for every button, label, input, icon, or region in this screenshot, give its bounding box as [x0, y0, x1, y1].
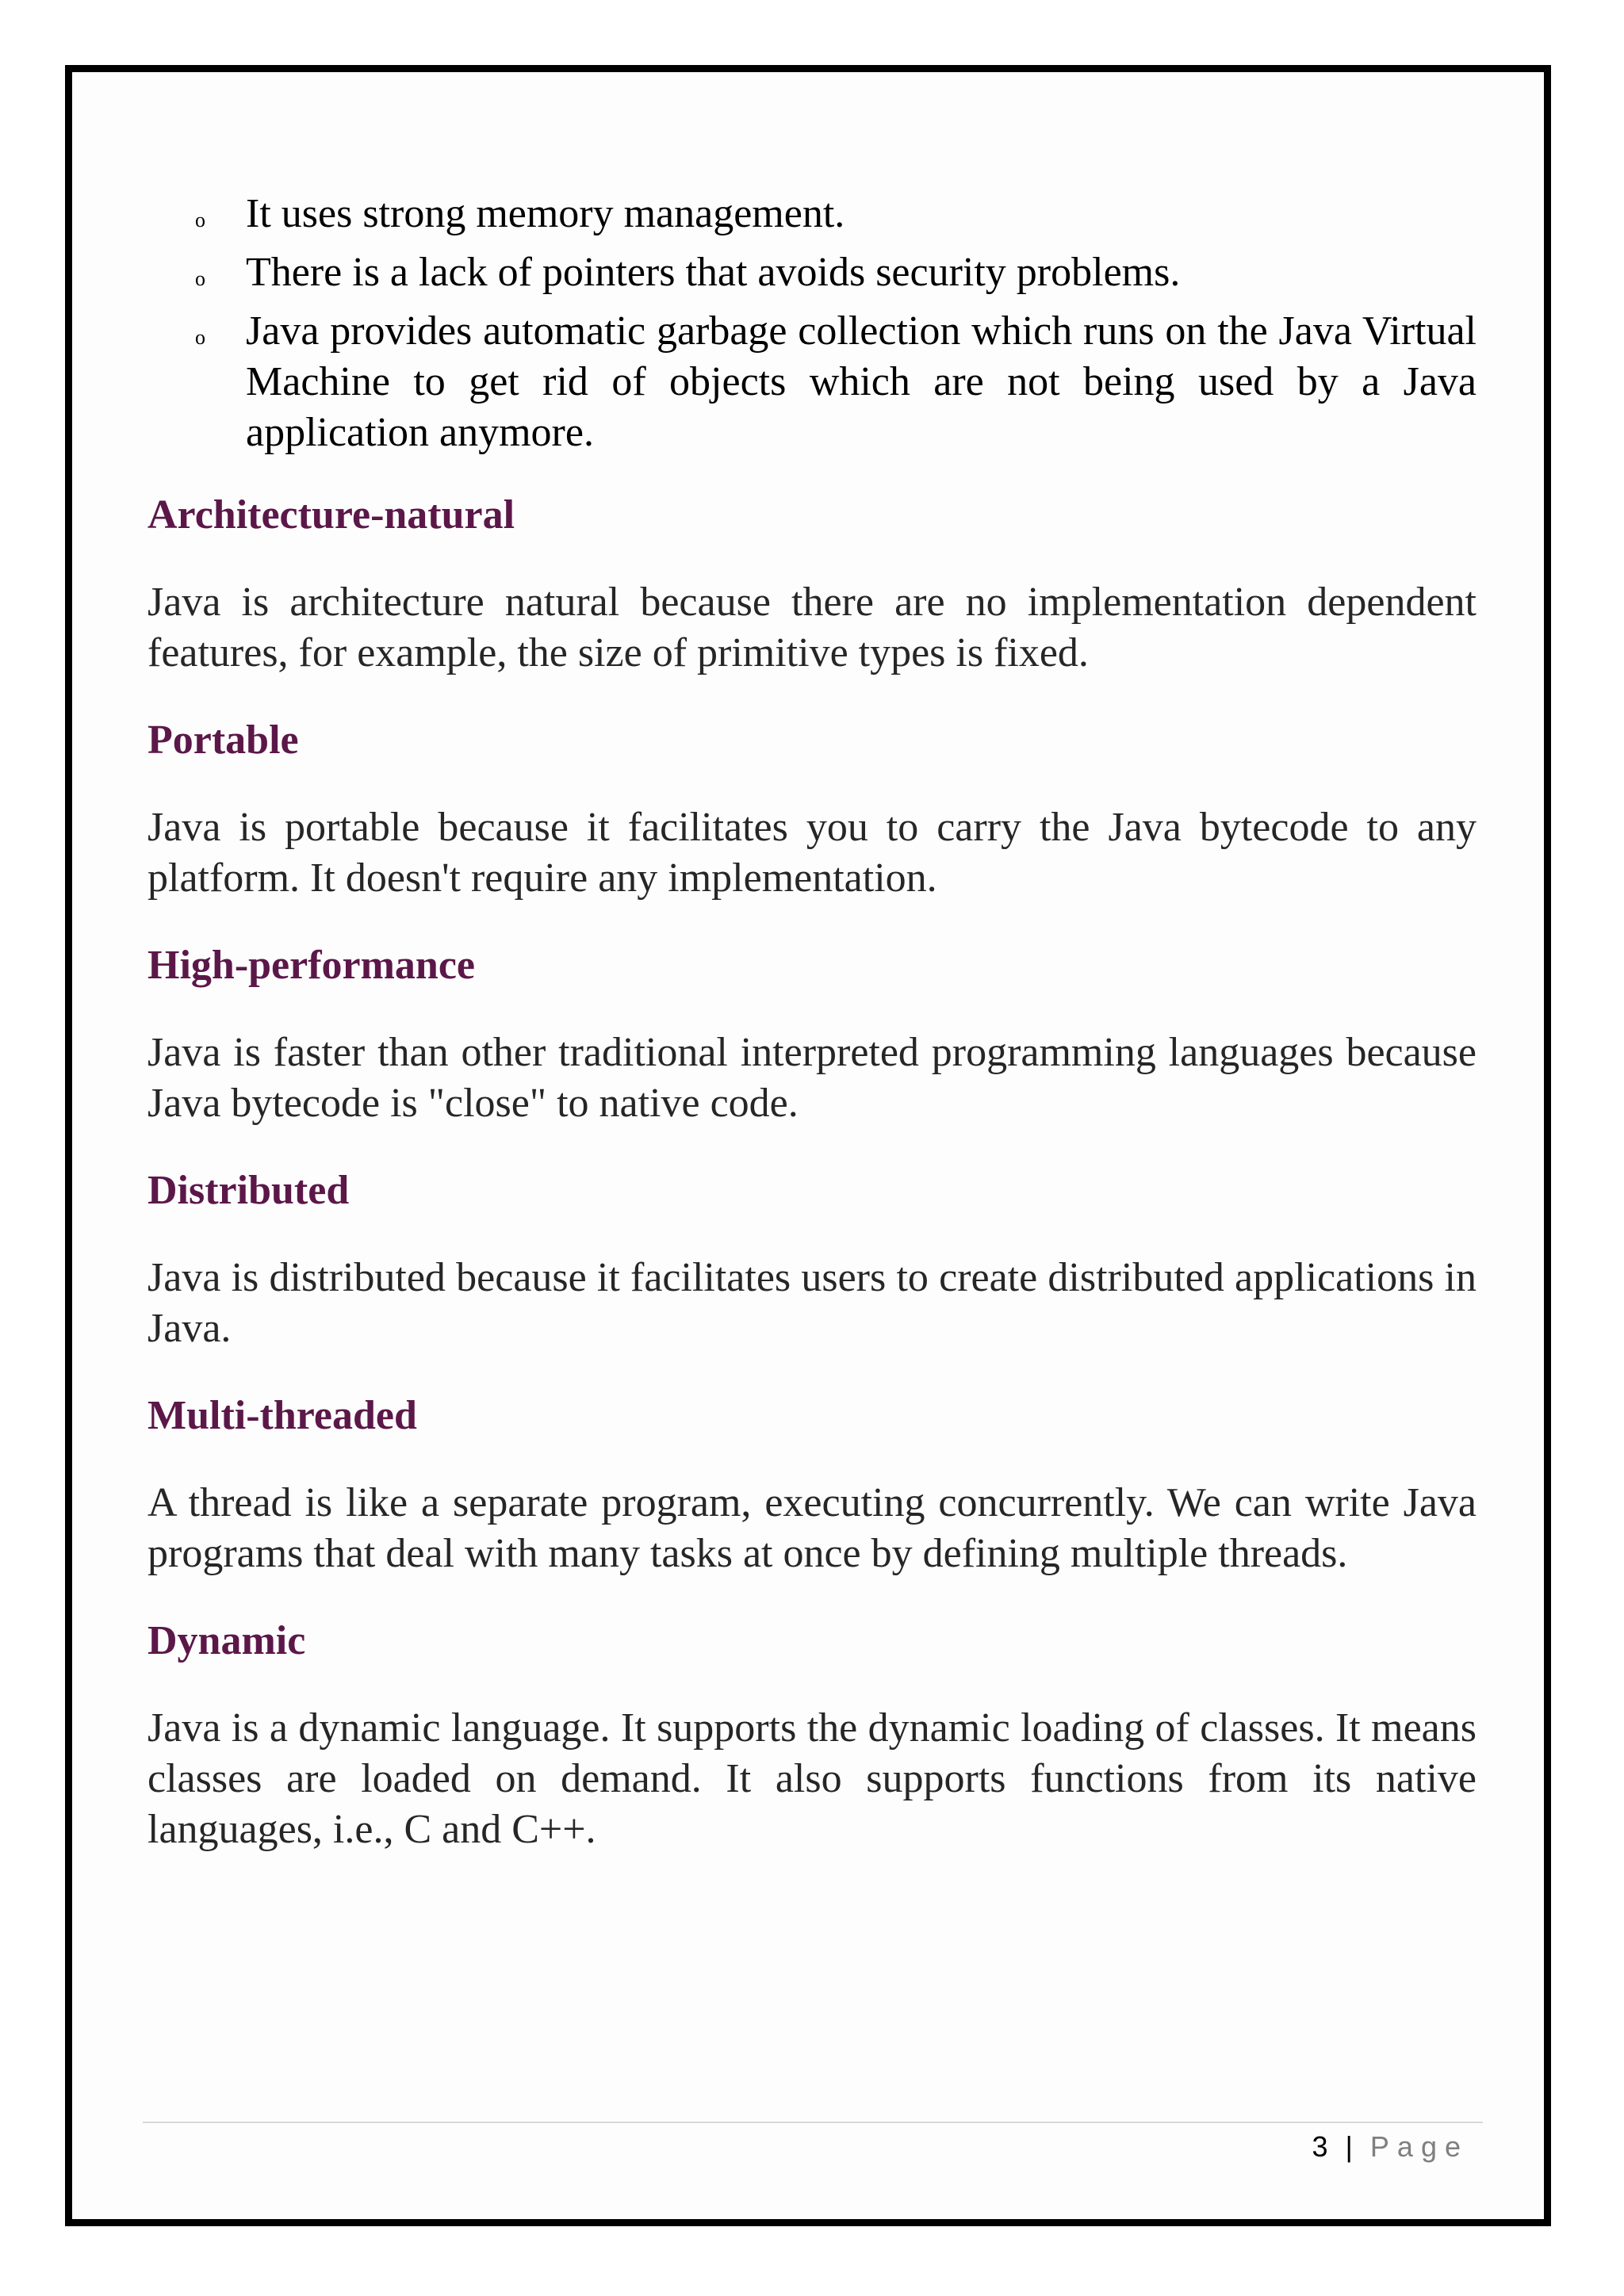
feature-bullet-list — [147, 189, 1477, 458]
section-body-multi-threaded: A thread is like a separate program, executing concurrently. We can write Java programs that deal with many tasks at once by defining multiple threads. — [147, 1480, 1477, 1576]
bullet-marker-icon: o — [195, 326, 205, 349]
section-heading-multi-threaded: Multi-threaded — [147, 1393, 417, 1438]
bullet-marker-icon: o — [195, 267, 205, 290]
section-heading-portable: Portable — [147, 718, 299, 763]
bullet-text: It uses strong memory management. — [246, 191, 845, 236]
section-body-dynamic: Java is a dynamic language. It supports the dynamic loading of classes. It means classes are loaded on demand. It also supports functions from its native languages, i.e., C and C++. — [147, 1705, 1477, 1852]
section-body-portable: Java is portable because it facilitates you to carry the Java bytecode to any platform. It doesn't require any implementation. — [147, 805, 1477, 901]
list-item — [147, 247, 1477, 298]
section-body-high-performance: Java is faster than other traditional interpreted programming languages because Java bytecode is "close" to native code. — [147, 1030, 1477, 1126]
section-body-distributed: Java is distributed because it facilitates users to create distributed applications in Java. — [147, 1255, 1477, 1351]
page-footer — [1312, 2128, 1469, 2166]
list-item — [147, 189, 1477, 239]
bullet-marker-icon: o — [195, 209, 205, 232]
section-heading-dynamic: Dynamic — [147, 1618, 306, 1663]
bullet-text: There is a lack of pointers that avoids security problems. — [246, 250, 1181, 295]
page-label: Page — [1369, 2130, 1469, 2163]
section-heading-high-performance: High-performance — [147, 943, 476, 988]
section-heading-architecture-natural: Architecture-natural — [147, 492, 515, 538]
section-body-architecture-natural: Java is architecture natural because there are no implementation dependent features, for example, the size of primitive types is fixed. — [147, 580, 1477, 675]
section-heading-distributed: Distributed — [147, 1168, 350, 1213]
bullet-text: Java provides automatic garbage collection which runs on the Java Virtual Machine to get rid of objects which are not being used by a Java application anymore. — [246, 308, 1477, 455]
list-item — [147, 306, 1477, 458]
page-number: 3 — [1312, 2130, 1328, 2163]
footer-divider — [143, 2122, 1483, 2123]
footer-separator: | — [1345, 2130, 1353, 2163]
page-content — [147, 189, 1477, 1892]
